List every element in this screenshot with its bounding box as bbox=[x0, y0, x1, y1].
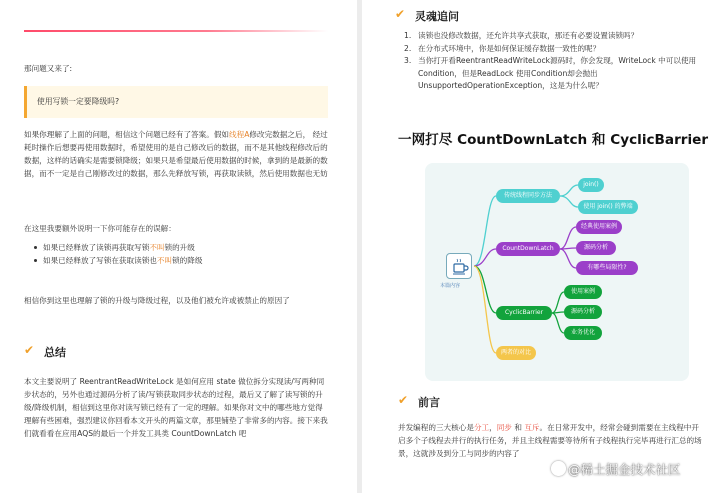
list-item: 如果已经释放了读锁再获取写锁不叫锁的升级 bbox=[34, 241, 202, 254]
list-item: 3. 当你打开看ReentrantReadWriteLock源码时，你会发现，WriteLock 中可以使用 Condition，但是ReadLock 使用Condition却会抛出UnsupportedOperationException，这是为什么呢？ bbox=[404, 56, 697, 90]
section-title: 一网打尽 CountDownLatch 和 CyclicBarrier bbox=[398, 132, 709, 148]
leaf-classic-case: 经典使用案例 bbox=[576, 220, 622, 234]
paragraph-3: 相信你到这里也理解了锁的升级与降级过程，以及他们被允许或被禁止的原因了 bbox=[24, 296, 290, 305]
summary-heading: 总结 bbox=[44, 346, 66, 359]
mindmap-root-label: 本篇内容 bbox=[440, 283, 461, 289]
leaf-join: join() bbox=[578, 178, 604, 192]
list-item: 如果已经释放了写锁在获取读锁也不叫锁的降级 bbox=[34, 254, 202, 267]
preface-heading: 前言 bbox=[418, 396, 440, 409]
watermark-logo-icon bbox=[551, 461, 566, 476]
branch-cyclicbarrier: CyclicBarrier bbox=[496, 306, 552, 320]
leaf-source-analysis-2: 源码分析 bbox=[564, 305, 602, 319]
branch-countdownlatch: CountDownLatch bbox=[496, 242, 560, 256]
paragraph-1-post: 修改完数据之后， 经过耗时操作后想要再使用数据时，希望使用的是自己修改后的数据，而不是其他线程修改后的数据，这样的话确实是需要锁降级；如果只是希望最后使用数据的时候，拿到的是最新的数据，而不一定是自己刚修改过的数据，那么先释放写锁，再获取读锁，然后使用数据也无妨 bbox=[24, 130, 328, 178]
keyword-division: 分工 bbox=[473, 423, 490, 432]
check-icon: ✔ bbox=[398, 393, 409, 407]
branch-comparison: 两者的对比 bbox=[496, 346, 536, 360]
coffee-icon bbox=[446, 253, 472, 279]
highlight-thread-a: 线程A bbox=[229, 130, 250, 139]
intro-text: 那问题又来了: bbox=[24, 64, 73, 73]
list-item: 2. 在分布式环境中，你是如何保证缓存数据一致性的呢？ bbox=[404, 43, 601, 53]
watermark: @稀土掘金技术社区 bbox=[568, 462, 681, 477]
paragraph-1-pre: 如果你理解了上面的问题，相信这个问题已经有了答案。假如 bbox=[24, 130, 230, 139]
preface-paragraph: 并发编程的三大核心是分工，同步 和 互斥。在日常开发中，经常会碰到需要在主线程中开启多个子线程去并行的执行任务，并且主线程需要等待所有子线程执行完毕再进行汇总的场景，这就涉及到分工与同步的内容了 bbox=[398, 423, 702, 458]
check-icon: ✔ bbox=[395, 7, 406, 21]
keyword-sync: 同步 bbox=[496, 423, 512, 432]
leaf-source-analysis: 源码分析 bbox=[576, 241, 616, 255]
paragraph-2: 在这里我要额外说明一下你可能存在的误解： bbox=[24, 224, 176, 233]
leaf-usage-case: 使用案例 bbox=[564, 285, 602, 299]
leaf-business-optimization: 业务优化 bbox=[564, 326, 602, 340]
leaf-join-drawback: 使用 join() 的弊端 bbox=[578, 200, 638, 214]
check-icon: ✔ bbox=[24, 343, 35, 357]
summary-paragraph: 本文主要说明了 ReentrantReadWriteLock 是如何应用 state 做位拆分实现读/写两种同步状态的，另外也通过源码分析了读/写锁获取同步状态的过程，最后又了解了读写锁的升级/降级机制，相信到这里你对读写锁已经有了一定的理解。如果你对文中的哪些地方觉得理解有些困难，强烈建议你回看本文开头的两篇文章，那里铺垫了非常多的内容。接下来我们就看看在应用AQS的最后一个并发工具类 CountDownLatch 吧 bbox=[24, 377, 328, 438]
keyword-mutex: 互斥 bbox=[524, 423, 540, 432]
branch-traditional-sync: 传统线程同步方法 bbox=[496, 189, 560, 203]
quote-text: 使用写锁一定要降级吗? bbox=[37, 97, 120, 106]
leaf-limitations: 有哪些局限性? bbox=[576, 261, 638, 275]
soul-heading: 灵魂追问 bbox=[415, 10, 459, 23]
list-item: 1. 读锁也没修改数据，还允许共享式获取，那还有必要设置读锁吗？ bbox=[404, 31, 639, 40]
